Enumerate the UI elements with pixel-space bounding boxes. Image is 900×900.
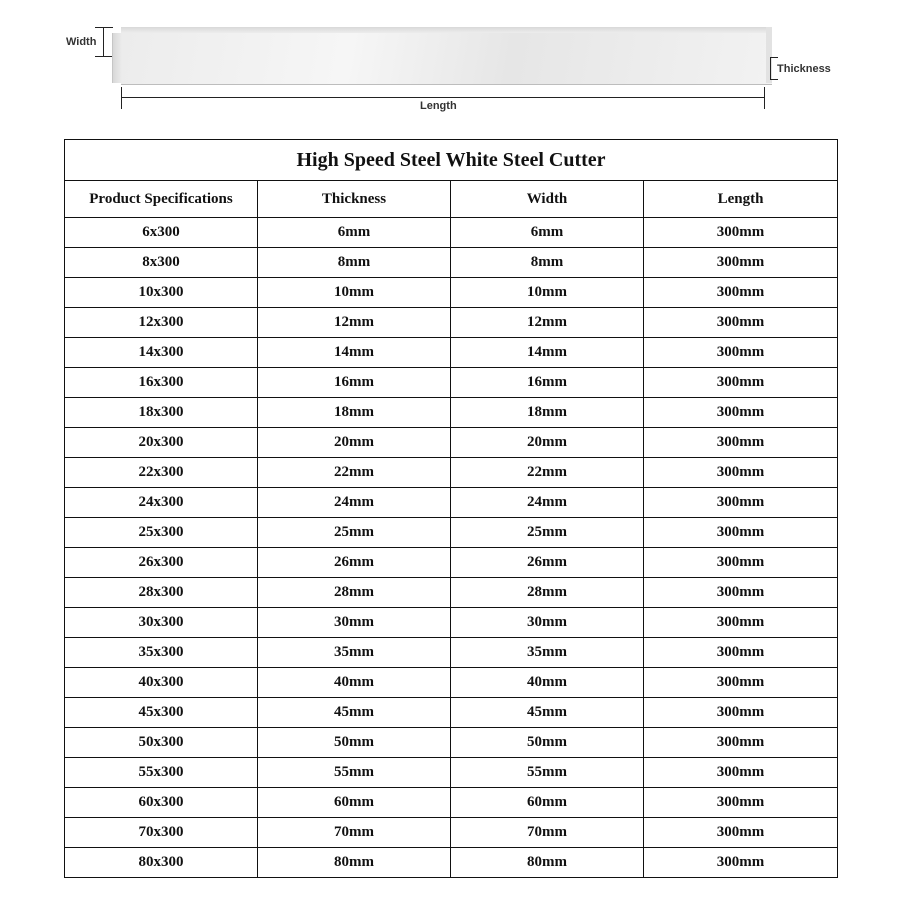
cell-width: 55mm <box>451 758 644 788</box>
cell-spec: 30x300 <box>65 608 258 638</box>
cell-spec: 10x300 <box>65 278 258 308</box>
table-title: High Speed Steel White Steel Cutter <box>65 140 838 181</box>
cell-thickness: 35mm <box>258 638 451 668</box>
cell-spec: 25x300 <box>65 518 258 548</box>
cell-length: 300mm <box>644 248 838 278</box>
table-row <box>65 428 838 458</box>
cell-spec: 20x300 <box>65 428 258 458</box>
table-body <box>65 218 838 878</box>
cell-width: 10mm <box>451 278 644 308</box>
cell-width: 26mm <box>451 548 644 578</box>
steel-bar-right-face <box>766 27 772 83</box>
cell-spec: 16x300 <box>65 368 258 398</box>
cell-length: 300mm <box>644 278 838 308</box>
cell-thickness: 80mm <box>258 848 451 878</box>
specification-table <box>64 139 838 878</box>
cell-length: 300mm <box>644 578 838 608</box>
cell-length: 300mm <box>644 368 838 398</box>
cell-width: 40mm <box>451 668 644 698</box>
cell-width: 30mm <box>451 608 644 638</box>
cell-spec: 8x300 <box>65 248 258 278</box>
steel-bar-end-face <box>112 33 122 83</box>
cell-thickness: 25mm <box>258 518 451 548</box>
cell-width: 12mm <box>451 308 644 338</box>
table-row <box>65 638 838 668</box>
table-row <box>65 518 838 548</box>
table-row <box>65 788 838 818</box>
cell-width: 45mm <box>451 698 644 728</box>
cell-length: 300mm <box>644 698 838 728</box>
cell-thickness: 24mm <box>258 488 451 518</box>
cell-thickness: 20mm <box>258 428 451 458</box>
cell-spec: 26x300 <box>65 548 258 578</box>
cell-length: 300mm <box>644 488 838 518</box>
steel-bar-top-face <box>121 27 772 33</box>
cell-width: 24mm <box>451 488 644 518</box>
cell-spec: 28x300 <box>65 578 258 608</box>
table-row <box>65 218 838 248</box>
cell-spec: 12x300 <box>65 308 258 338</box>
cell-width: 50mm <box>451 728 644 758</box>
cell-thickness: 28mm <box>258 578 451 608</box>
table-row <box>65 368 838 398</box>
cell-spec: 45x300 <box>65 698 258 728</box>
width-dimension-line <box>103 27 104 57</box>
cell-spec: 60x300 <box>65 788 258 818</box>
cell-width: 14mm <box>451 338 644 368</box>
cell-thickness: 45mm <box>258 698 451 728</box>
width-label: Width <box>66 36 97 48</box>
cell-spec: 70x300 <box>65 818 258 848</box>
cell-width: 25mm <box>451 518 644 548</box>
cell-width: 8mm <box>451 248 644 278</box>
cell-length: 300mm <box>644 398 838 428</box>
header-row <box>65 181 838 218</box>
thickness-dimension-line <box>770 57 771 79</box>
cell-thickness: 8mm <box>258 248 451 278</box>
cell-thickness: 10mm <box>258 278 451 308</box>
length-dimension-line <box>121 97 765 98</box>
table-row <box>65 458 838 488</box>
cell-length: 300mm <box>644 548 838 578</box>
cell-spec: 24x300 <box>65 488 258 518</box>
cell-width: 18mm <box>451 398 644 428</box>
cell-length: 300mm <box>644 428 838 458</box>
cell-thickness: 50mm <box>258 728 451 758</box>
table-row <box>65 338 838 368</box>
thickness-label: Thickness <box>777 63 831 75</box>
table-row <box>65 278 838 308</box>
cell-thickness: 26mm <box>258 548 451 578</box>
table-row <box>65 758 838 788</box>
cell-thickness: 14mm <box>258 338 451 368</box>
table-row <box>65 818 838 848</box>
header-length: Length <box>644 181 838 218</box>
cell-width: 6mm <box>451 218 644 248</box>
cell-spec: 50x300 <box>65 728 258 758</box>
cell-width: 22mm <box>451 458 644 488</box>
cell-thickness: 60mm <box>258 788 451 818</box>
header-thickness: Thickness <box>258 181 451 218</box>
cell-thickness: 16mm <box>258 368 451 398</box>
cell-length: 300mm <box>644 308 838 338</box>
cell-spec: 18x300 <box>65 398 258 428</box>
cell-width: 60mm <box>451 788 644 818</box>
cell-length: 300mm <box>644 848 838 878</box>
cell-length: 300mm <box>644 668 838 698</box>
thickness-tick-bottom <box>770 79 778 80</box>
table-row <box>65 578 838 608</box>
cell-spec: 40x300 <box>65 668 258 698</box>
table-row <box>65 488 838 518</box>
cell-width: 80mm <box>451 848 644 878</box>
table-row <box>65 668 838 698</box>
thickness-tick-top <box>770 57 778 58</box>
table-row <box>65 608 838 638</box>
cell-width: 70mm <box>451 818 644 848</box>
cell-width: 20mm <box>451 428 644 458</box>
cell-length: 300mm <box>644 338 838 368</box>
width-tick-top <box>95 27 113 28</box>
table-row <box>65 698 838 728</box>
cell-spec: 22x300 <box>65 458 258 488</box>
table-row <box>65 308 838 338</box>
table-row <box>65 398 838 428</box>
cell-thickness: 12mm <box>258 308 451 338</box>
cell-length: 300mm <box>644 638 838 668</box>
cell-spec: 35x300 <box>65 638 258 668</box>
cell-length: 300mm <box>644 518 838 548</box>
cell-thickness: 30mm <box>258 608 451 638</box>
table-row <box>65 728 838 758</box>
cell-spec: 6x300 <box>65 218 258 248</box>
cell-spec: 14x300 <box>65 338 258 368</box>
cell-length: 300mm <box>644 818 838 848</box>
cell-width: 35mm <box>451 638 644 668</box>
cell-thickness: 18mm <box>258 398 451 428</box>
length-tick-left <box>121 87 122 109</box>
table-row <box>65 848 838 878</box>
cell-thickness: 6mm <box>258 218 451 248</box>
cell-spec: 55x300 <box>65 758 258 788</box>
header-product-specifications: Product Specifications <box>65 181 258 218</box>
table-row <box>65 248 838 278</box>
cell-length: 300mm <box>644 218 838 248</box>
length-tick-right <box>764 87 765 109</box>
cell-length: 300mm <box>644 458 838 488</box>
cell-spec: 80x300 <box>65 848 258 878</box>
steel-bar-image <box>121 27 772 85</box>
cell-width: 28mm <box>451 578 644 608</box>
cell-thickness: 70mm <box>258 818 451 848</box>
cell-length: 300mm <box>644 758 838 788</box>
steel-bar-diagram <box>0 0 900 125</box>
cell-length: 300mm <box>644 608 838 638</box>
cell-width: 16mm <box>451 368 644 398</box>
width-tick-bottom <box>95 56 113 57</box>
cell-thickness: 55mm <box>258 758 451 788</box>
cell-thickness: 40mm <box>258 668 451 698</box>
table-row <box>65 548 838 578</box>
header-width: Width <box>451 181 644 218</box>
cell-length: 300mm <box>644 788 838 818</box>
length-label: Length <box>420 100 457 112</box>
cell-length: 300mm <box>644 728 838 758</box>
cell-thickness: 22mm <box>258 458 451 488</box>
